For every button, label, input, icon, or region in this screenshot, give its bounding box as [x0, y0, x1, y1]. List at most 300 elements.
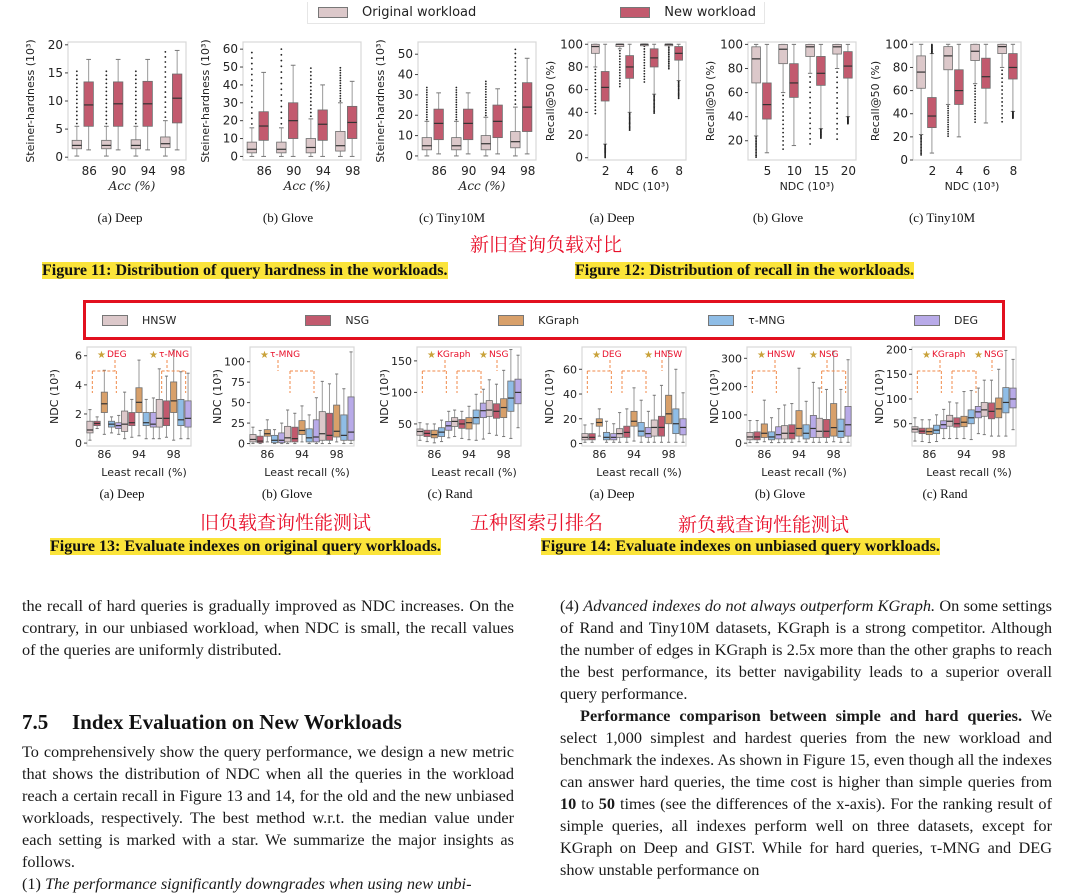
- swatch-deg: [914, 315, 940, 326]
- box-iqr: [601, 72, 609, 102]
- outlier-point: [76, 90, 78, 92]
- outlier-point: [782, 123, 784, 125]
- outlier-point: [619, 58, 621, 60]
- outlier-point: [339, 72, 341, 74]
- subcaption-fig13c: (c) Rand: [427, 486, 473, 501]
- outlier-point: [947, 105, 949, 107]
- box-iqr: [87, 421, 93, 433]
- outlier-point: [782, 107, 784, 109]
- outlier-point: [755, 153, 757, 155]
- box-iqr: [463, 109, 472, 140]
- box-iqr: [511, 132, 520, 148]
- outlier-point: [974, 118, 976, 120]
- outlier-point: [76, 94, 78, 96]
- outlier-point: [485, 81, 487, 83]
- outlier-point: [339, 75, 341, 77]
- outlier-point: [426, 96, 428, 98]
- outlier-point: [629, 129, 631, 131]
- outlier-point: [310, 115, 312, 117]
- outlier-point: [310, 108, 312, 110]
- box-iqr: [838, 419, 844, 437]
- y-tick-label: 0: [900, 153, 908, 167]
- best-method-label: τ-MNG: [270, 350, 301, 360]
- outlier-point: [1001, 105, 1003, 107]
- y-tick-label: 20: [222, 113, 238, 128]
- outlier-point: [668, 64, 670, 66]
- outlier-point: [836, 71, 838, 73]
- outlier-point: [755, 142, 757, 144]
- x-tick-label: 20: [840, 164, 857, 178]
- legend-label-nsg: NSG: [345, 313, 370, 327]
- right-heading: Performance comparison between simple and hard queries.: [580, 706, 1023, 725]
- outlier-point: [251, 118, 253, 120]
- chart-fig11-tiny10m: [370, 40, 540, 200]
- box-iqr: [666, 395, 672, 423]
- swatch-hnsw: [102, 315, 128, 326]
- x-tick-label: 86: [256, 164, 272, 178]
- outlier-point: [135, 107, 137, 109]
- outlier-point: [604, 157, 606, 159]
- outlier-point: [755, 150, 757, 152]
- right-para1-italic: Advanced indexes do not always outperform KGraph.: [583, 596, 936, 615]
- chart-fig11-deep: [20, 37, 190, 200]
- subcaption-fig11a: (a) Deep: [97, 210, 143, 225]
- outlier-point: [668, 59, 670, 61]
- outlier-point: [339, 90, 341, 92]
- box-iqr: [582, 434, 588, 440]
- box-iqr: [264, 430, 270, 437]
- outlier-point: [135, 82, 137, 84]
- outlier-point: [455, 92, 457, 94]
- right-para2-mid: to: [576, 794, 599, 813]
- outlier-point: [426, 109, 428, 111]
- box-iqr: [589, 434, 595, 440]
- outlier-point: [619, 66, 621, 68]
- outlier-point: [836, 82, 838, 84]
- outlier-point: [455, 114, 457, 116]
- x-tick-label: 8: [1009, 164, 1018, 178]
- left-paragraph-1: [22, 595, 514, 661]
- outlier-point: [947, 121, 949, 123]
- outlier-point: [974, 121, 976, 123]
- outlier-point: [280, 65, 282, 67]
- box-iqr: [998, 44, 1007, 53]
- outlier-point: [280, 106, 282, 108]
- outlier-point: [455, 116, 457, 118]
- outlier-point: [310, 93, 312, 95]
- outlier-point: [280, 100, 282, 102]
- x-tick-label: 10: [786, 164, 803, 178]
- outlier-point: [836, 107, 838, 109]
- y-tick-label: 20: [563, 412, 577, 426]
- y-tick-label: 75: [231, 376, 245, 390]
- outlier-point: [668, 62, 670, 64]
- y-tick-label: 50: [893, 417, 907, 431]
- star-icon: ★: [757, 350, 766, 361]
- chart-fig11-glove: [195, 40, 365, 200]
- outlier-point: [847, 123, 849, 125]
- chart-fig14-deep: [540, 345, 690, 480]
- outlier-point: [947, 110, 949, 112]
- y-tick-label: 100: [560, 37, 583, 52]
- outlier-point: [455, 87, 457, 89]
- outlier-point: [135, 78, 137, 80]
- outlier-point: [974, 107, 976, 109]
- outlier-point: [485, 99, 487, 101]
- box-iqr: [810, 415, 816, 437]
- y-tick-label: 60: [727, 85, 743, 100]
- box-iqr: [306, 139, 315, 153]
- outlier-point: [310, 112, 312, 114]
- outlier-point: [251, 90, 253, 92]
- y-axis-label: NDC (10³): [543, 369, 556, 424]
- subcaption-fig14c: (c) Rand: [922, 486, 968, 501]
- caption-fig14: [541, 538, 940, 556]
- caption-fig11: [42, 262, 448, 280]
- box-iqr: [816, 418, 822, 437]
- box-iqr: [508, 381, 514, 411]
- plot-svg: [20, 37, 190, 200]
- outlier-point: [755, 136, 757, 138]
- star-icon: ★: [974, 350, 983, 361]
- y-tick-label: 100: [224, 355, 245, 369]
- y-tick-label: 40: [567, 105, 583, 120]
- outlier-point: [105, 111, 107, 113]
- outlier-point: [280, 71, 282, 73]
- box-iqr: [178, 399, 184, 425]
- outlier-point: [339, 87, 341, 89]
- x-tick-label: 94: [132, 448, 146, 461]
- x-tick-label: 4: [626, 164, 634, 178]
- y-tick-label: 300: [721, 352, 742, 366]
- outlier-point: [836, 97, 838, 99]
- legend-label-hnsw: HNSW: [142, 313, 177, 327]
- outlier-point: [1001, 85, 1003, 87]
- y-tick-label: 60: [222, 42, 238, 57]
- box-iqr: [971, 44, 980, 60]
- outlier-point: [105, 70, 107, 72]
- plot-svg: [375, 345, 525, 480]
- subcaption-fig13a: (a) Deep: [99, 486, 145, 501]
- y-tick-label: 20: [567, 128, 583, 143]
- outlier-point: [1001, 93, 1003, 95]
- outlier-point: [514, 65, 516, 67]
- section-heading: [22, 710, 402, 735]
- outlier-point: [668, 66, 670, 68]
- outlier-point: [809, 138, 811, 140]
- outlier-point: [668, 48, 670, 50]
- outlier-point: [164, 76, 166, 78]
- outlier-point: [105, 82, 107, 84]
- x-tick-label: 98: [520, 164, 536, 178]
- y-axis-label: NDC (10³): [873, 369, 886, 424]
- outlier-point: [755, 152, 757, 154]
- outlier-point: [251, 68, 253, 70]
- y-tick-label: 40: [563, 388, 577, 402]
- outlier-point: [643, 81, 645, 83]
- x-tick-label: 6: [650, 164, 659, 178]
- x-tick-label: 98: [661, 448, 676, 461]
- section-title: Index Evaluation on New Workloads: [72, 710, 402, 734]
- y-tick-label: 10: [222, 131, 238, 146]
- outlier-point: [782, 140, 784, 142]
- legend-label-taumng: τ-MNG: [748, 313, 786, 327]
- x-tick-label: 98: [166, 448, 181, 461]
- legend-label-kgraph: KGraph: [538, 313, 580, 327]
- y-tick-label: 50: [397, 47, 413, 62]
- outlier-point: [1001, 73, 1003, 75]
- outlier-point: [619, 75, 621, 77]
- outlier-point: [76, 82, 78, 84]
- legend-item-taumng: [708, 314, 785, 327]
- outlier-point: [619, 72, 621, 74]
- box-iqr: [84, 82, 93, 126]
- outlier-point: [974, 96, 976, 98]
- box-iqr: [185, 401, 191, 427]
- box-iqr: [603, 432, 609, 439]
- box-iqr: [954, 418, 960, 427]
- y-tick-label: 80: [892, 60, 908, 75]
- outlier-point: [426, 87, 428, 89]
- outlier-point: [619, 61, 621, 63]
- outlier-point: [310, 86, 312, 88]
- star-icon: ★: [922, 350, 931, 361]
- outlier-point: [339, 85, 341, 87]
- outlier-point: [135, 90, 137, 92]
- outlier-point: [836, 76, 838, 78]
- x-tick-label: 8: [675, 164, 683, 178]
- outlier-point: [280, 111, 282, 113]
- outlier-point: [947, 119, 949, 121]
- outlier-point: [76, 86, 78, 88]
- box-iqr: [996, 398, 1002, 418]
- outlier-point: [809, 86, 811, 88]
- x-tick-label: 6: [982, 164, 991, 178]
- outlier-point: [280, 94, 282, 96]
- y-axis-label: Recall@50 (%): [869, 60, 882, 142]
- outlier-point: [135, 86, 137, 88]
- star-icon: ★: [809, 350, 818, 361]
- best-method-label: HNSW: [767, 350, 796, 360]
- caption-fig13: [50, 538, 441, 556]
- outlier-point: [619, 53, 621, 55]
- box-iqr: [968, 410, 974, 424]
- outlier-point: [164, 106, 166, 108]
- outlier-point: [485, 104, 487, 106]
- outlier-point: [514, 91, 516, 93]
- outlier-point: [974, 88, 976, 90]
- right-para2-a: We select 1,000 simplest and hardest queries from the new workload and benchmark the indexes. As shown in Figure 15, even though all the indexes can answer hard queries, the time cost is higher than simple queries from: [560, 706, 1052, 791]
- box-iqr: [101, 392, 107, 412]
- x-tick-label: 15: [813, 164, 830, 178]
- outlier-point: [1012, 117, 1014, 119]
- outlier-point: [339, 80, 341, 82]
- outlier-point: [782, 119, 784, 121]
- outlier-point: [455, 96, 457, 98]
- outlier-point: [251, 63, 253, 65]
- outlier-point: [105, 123, 107, 125]
- outlier-point: [974, 85, 976, 87]
- outlier-point: [947, 117, 949, 119]
- box-iqr: [422, 138, 431, 150]
- box-iqr: [486, 401, 492, 417]
- outlier-point: [514, 57, 516, 59]
- box-iqr: [417, 429, 423, 435]
- outlier-point: [643, 48, 645, 50]
- y-tick-label: 2: [75, 407, 82, 421]
- outlier-point: [643, 62, 645, 64]
- y-tick-label: 10: [397, 128, 413, 143]
- box-iqr: [638, 422, 644, 436]
- outlier-point: [809, 117, 811, 119]
- outlier-point: [678, 97, 680, 99]
- box-iqr: [1010, 388, 1016, 408]
- subcaption-fig11b: (b) Glove: [262, 210, 314, 225]
- y-tick-label: 20: [727, 133, 743, 148]
- outlier-point: [310, 75, 312, 77]
- y-tick-label: 40: [397, 67, 413, 82]
- right-para1-prefix: (4): [560, 596, 584, 615]
- box-iqr: [790, 64, 799, 98]
- box-iqr: [747, 432, 753, 439]
- outlier-point: [251, 79, 253, 81]
- right-para2-b1: 10: [560, 794, 577, 813]
- outlier-point: [809, 112, 811, 114]
- outlier-point: [280, 117, 282, 119]
- x-tick-label: 86: [81, 164, 97, 178]
- y-tick-label: 40: [727, 109, 743, 124]
- outlier-point: [947, 131, 949, 133]
- outlier-point: [643, 56, 645, 58]
- outlier-point: [164, 116, 166, 118]
- outlier-point: [105, 115, 107, 117]
- outlier-point: [643, 59, 645, 61]
- outlier-point: [594, 72, 596, 74]
- x-tick-label: 86: [592, 448, 607, 461]
- outlier-point: [251, 96, 253, 98]
- box-iqr: [171, 382, 177, 413]
- y-tick-label: 200: [886, 343, 907, 357]
- outlier-point: [514, 53, 516, 55]
- outlier-point: [251, 123, 253, 125]
- y-axis-label: Steiner-hardness (10³): [24, 39, 37, 163]
- y-tick-label: 80: [727, 61, 743, 76]
- annotation-old-performance: 旧负载查询性能测试: [200, 512, 372, 534]
- y-tick-label: 100: [721, 408, 742, 422]
- outlier-point: [974, 116, 976, 118]
- star-icon: ★: [97, 350, 106, 361]
- legend-item-hnsw: [102, 314, 176, 327]
- outlier-point: [105, 78, 107, 80]
- outlier-point: [310, 82, 312, 84]
- outlier-point: [668, 55, 670, 57]
- box-iqr: [789, 425, 795, 439]
- outlier-point: [594, 68, 596, 70]
- outlier-point: [755, 148, 757, 150]
- outlier-point: [485, 88, 487, 90]
- y-tick-label: 40: [222, 77, 238, 92]
- plot-svg: [700, 37, 860, 200]
- y-tick-label: 200: [721, 380, 742, 394]
- outlier-point: [426, 92, 428, 94]
- outlier-point: [836, 123, 838, 125]
- outlier-point: [782, 115, 784, 117]
- outlier-point: [251, 112, 253, 114]
- outlier-point: [514, 95, 516, 97]
- outlier-point: [135, 103, 137, 105]
- outlier-point: [594, 96, 596, 98]
- y-tick-label: 20: [47, 37, 63, 52]
- outlier-point: [514, 78, 516, 80]
- outlier-point: [455, 94, 457, 96]
- outlier-point: [485, 109, 487, 111]
- outlier-point: [974, 93, 976, 95]
- outlier-point: [809, 81, 811, 83]
- plot-svg: [195, 40, 365, 200]
- right-para2-c: times (see the differences of the x-axis). For the ranking result of simple queries, all indexes perform well on three datasets, except for KGraph on Deep and GIST. While for hard queries, τ-MNG and DEG show unstable performance on: [560, 794, 1052, 879]
- x-tick-label: 86: [431, 164, 447, 178]
- outlier-point: [974, 113, 976, 115]
- outlier-point: [755, 147, 757, 149]
- outlier-point: [836, 138, 838, 140]
- outlier-point: [668, 54, 670, 56]
- left-para3-prefix: (1): [22, 874, 46, 893]
- outlier-point: [339, 95, 341, 97]
- outlier-point: [947, 128, 949, 130]
- outlier-point: [836, 87, 838, 89]
- subcaption-fig12b: (b) Glove: [752, 210, 804, 225]
- chart-fig13-rand: [375, 345, 525, 480]
- outlier-point: [947, 126, 949, 128]
- box-iqr: [1009, 54, 1018, 79]
- x-tick-label: 94: [490, 164, 506, 178]
- legend-label-original: Original workload: [362, 5, 477, 20]
- box-iqr: [776, 427, 782, 439]
- box-iqr: [247, 142, 256, 153]
- outlier-point: [782, 128, 784, 130]
- outlier-point: [653, 112, 655, 114]
- y-axis-label: Recall@50 (%): [544, 60, 557, 142]
- x-tick-label: 98: [329, 448, 344, 461]
- x-tick-label: 94: [140, 164, 156, 178]
- outlier-point: [809, 133, 811, 135]
- outlier-point: [164, 56, 166, 58]
- outlier-point: [643, 51, 645, 53]
- outlier-point: [594, 85, 596, 87]
- outlier-point: [643, 65, 645, 67]
- y-tick-label: 0: [55, 150, 63, 165]
- x-axis-label: Least recall (%): [596, 466, 682, 479]
- outlier-point: [251, 74, 253, 76]
- box-iqr: [143, 413, 149, 426]
- outlier-point: [619, 77, 621, 79]
- y-tick-label: 5: [55, 122, 63, 137]
- legend-workloads: [307, 2, 765, 24]
- x-axis-label: Acc (%): [283, 179, 331, 193]
- box-iqr: [156, 399, 162, 427]
- outlier-point: [1001, 117, 1003, 119]
- outlier-point: [76, 111, 78, 113]
- outlier-point: [809, 128, 811, 130]
- outlier-point: [426, 101, 428, 103]
- outlier-point: [426, 119, 428, 121]
- x-tick-label: 98: [496, 448, 511, 461]
- x-axis-label: Acc (%): [458, 179, 506, 193]
- box-iqr: [318, 110, 327, 140]
- x-tick-label: 98: [826, 448, 841, 461]
- box-iqr: [982, 58, 991, 88]
- y-tick-label: 100: [720, 37, 743, 52]
